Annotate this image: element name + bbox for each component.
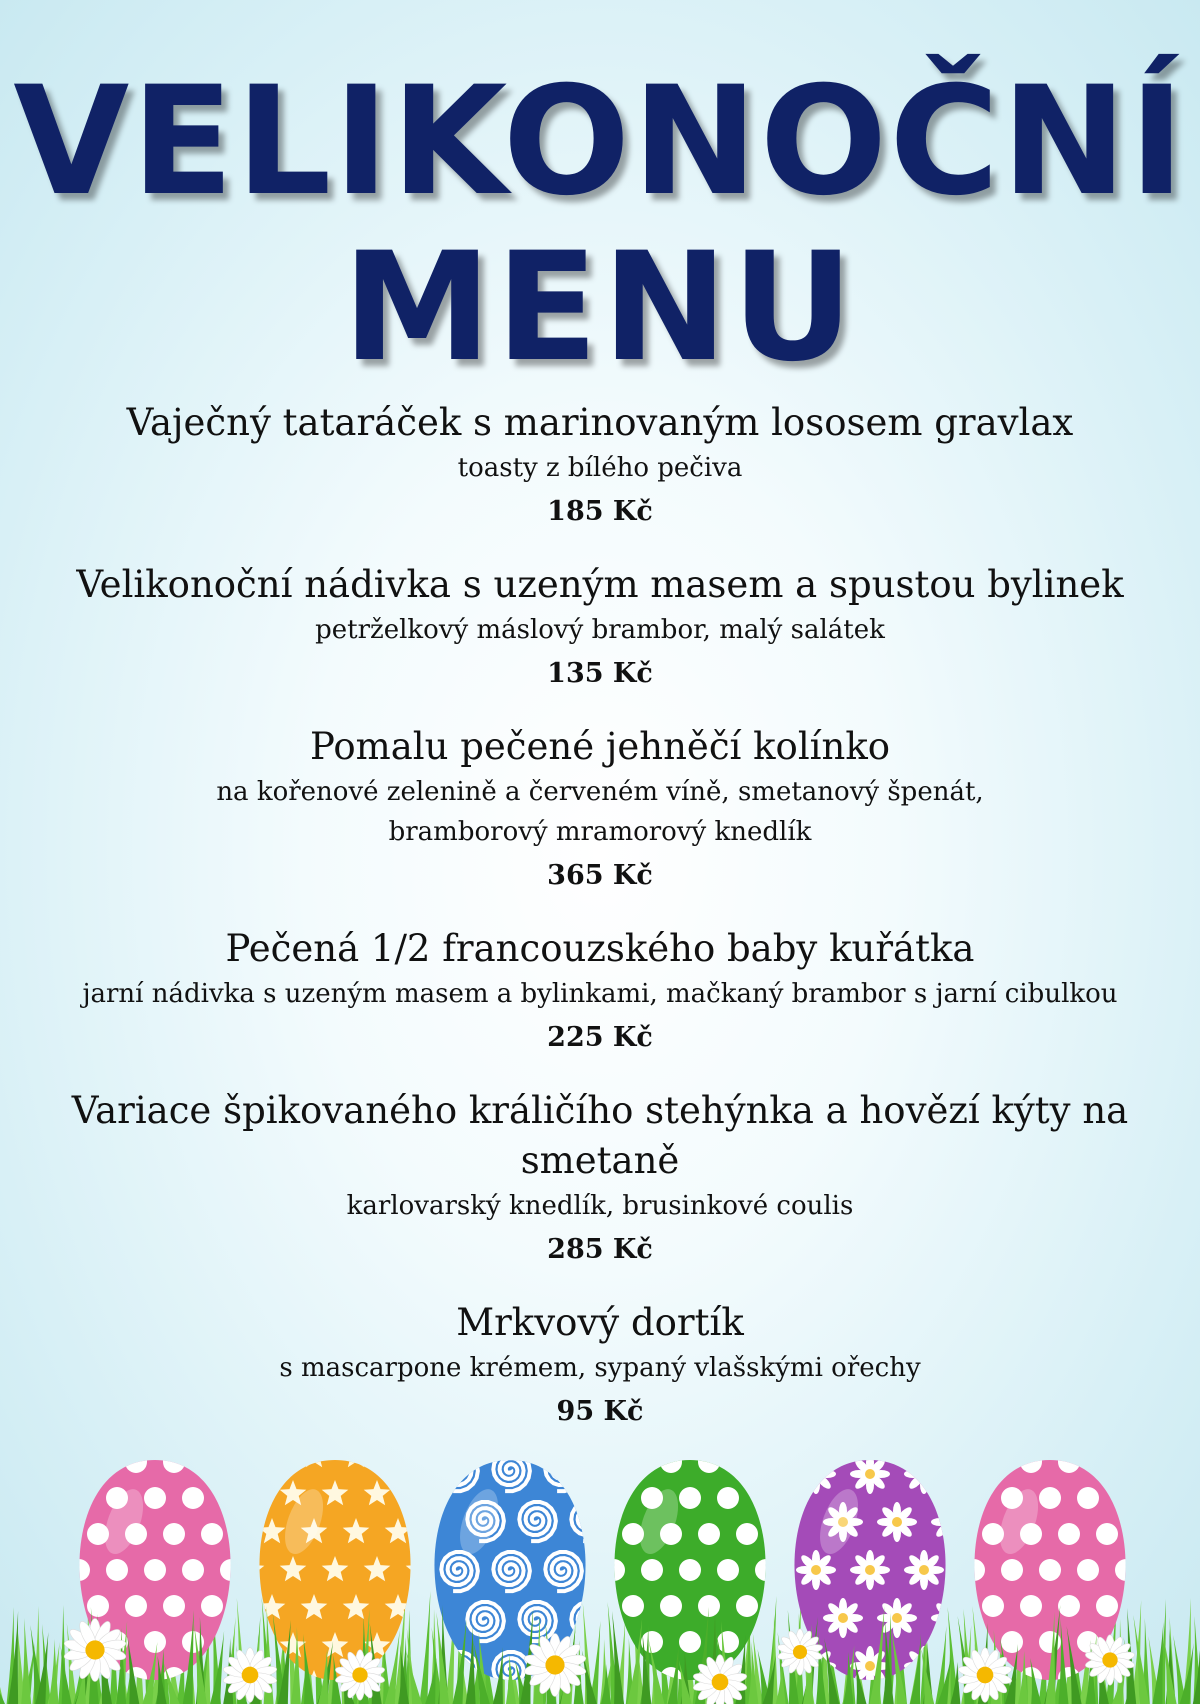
dish-name: Velikonoční nádivka s uzeným masem a spustou bylinek <box>76 563 1124 606</box>
dish-price: 285 Kč <box>547 1234 653 1265</box>
dish-price: 95 Kč <box>556 1396 644 1427</box>
dish-description: petrželkový máslový brambor, malý salátek <box>315 615 885 645</box>
menu-title-line-1: VELIKONOČNÍ <box>13 55 1187 229</box>
easter-eggs-decoration <box>0 1420 1200 1704</box>
menu-item <box>0 1298 1200 1436</box>
dish-price: 185 Kč <box>547 496 653 527</box>
dish-description: karlovarský knedlík, brusinkové coulis <box>346 1191 854 1221</box>
dish-price: 365 Kč <box>547 860 653 891</box>
dish-name: Pečená 1/2 francouzského baby kuřátka <box>225 927 975 970</box>
dish-name: Vaječný tataráček s marinovaným lososem gravlax <box>126 401 1074 444</box>
menu-item <box>0 560 1200 698</box>
dish-description: jarní nádivka s uzeným masem a bylinkami, mačkaný brambor s jarní cibulkou <box>82 979 1118 1009</box>
dish-description: na kořenové zelenině a červeném víně, smetanový špenát, bramborový mramorový knedlík <box>216 777 984 847</box>
menu-title-line-2: MENU <box>342 221 858 395</box>
menu-item <box>0 1086 1200 1274</box>
menu-list <box>0 398 1200 1460</box>
menu-item <box>0 722 1200 900</box>
dish-name: Mrkvový dortík <box>456 1301 744 1344</box>
green-polka-dot-egg-icon <box>603 1451 796 1689</box>
dish-name: Pomalu pečené jehněčí kolínko <box>309 725 891 768</box>
menu-item <box>0 924 1200 1062</box>
dish-name: Variace špikovaného králičího stehýnka a hovězí kýty na smetaně <box>71 1089 1129 1182</box>
menu-item <box>0 398 1200 536</box>
dish-description: s mascarpone krémem, sypaný vlašskými ořechy <box>279 1353 921 1383</box>
dish-price: 135 Kč <box>547 658 653 689</box>
eggs-in-grass-illustration <box>0 1420 1200 1704</box>
dish-price: 225 Kč <box>547 1022 653 1053</box>
dish-description: toasty z bílého pečiva <box>457 453 743 483</box>
